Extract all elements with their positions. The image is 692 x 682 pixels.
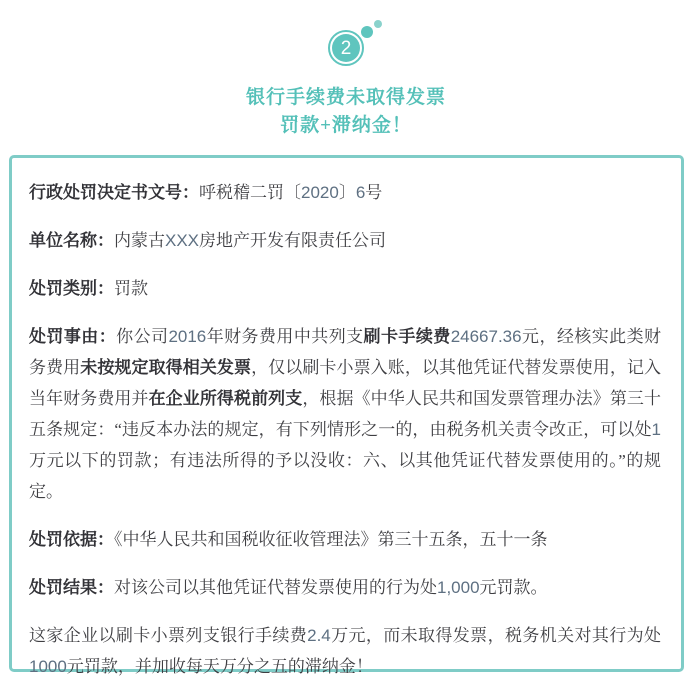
company-row: [29, 225, 661, 256]
section-number-badge: [328, 20, 380, 70]
doc-number-label: 行政处罚决定书文号：: [29, 183, 199, 202]
penalty-basis-label: 处罚依据：: [29, 530, 114, 549]
summary-row: [29, 620, 661, 682]
company-suffix: 房地产开发有限责任公司: [199, 231, 387, 250]
penalty-reason-text: 万元以下的罚款；有违法所得的予以没收：六、以其他凭证代替发票使用的。”的规定。: [29, 451, 661, 501]
penalty-result-fine: 1,000: [437, 578, 480, 597]
doc-number-row: [29, 177, 661, 208]
penalty-reason-text: ，仅以刷卡小票入账，以其他凭证代替发票使用，记入当年财务费用并: [29, 358, 662, 408]
doc-number-prefix: 呼税稽二罚〔: [199, 183, 301, 202]
summary-amount: 2.4: [307, 626, 331, 645]
penalty-notice-box: [9, 155, 684, 676]
summary-fine: 1000: [29, 657, 67, 676]
penalty-reason-bold-fee: 刷卡手续费: [363, 327, 451, 346]
penalty-type-label: 处罚类别：: [29, 279, 114, 298]
company-label: 单位名称：: [29, 231, 114, 250]
penalty-reason-max-fine: 1: [651, 420, 661, 439]
penalty-reason-amount: 24667.36: [450, 327, 522, 346]
doc-number-year: 2020: [301, 183, 339, 202]
decor-dot-small-icon: [374, 20, 382, 28]
penalty-reason-text: 元，经核实此类财务费用: [29, 327, 662, 377]
penalty-type-row: [29, 273, 661, 304]
page-title: [0, 84, 692, 140]
badge-number: 2: [332, 34, 360, 62]
penalty-reason-text: 你公司: [116, 327, 169, 346]
doc-number-suffix: 号: [365, 183, 383, 202]
company-prefix: 内蒙古: [114, 231, 165, 250]
summary-text: 元罚款，并加收每天万分之五的滞纳金！: [66, 657, 373, 676]
page-title-line2: 罚款+滞纳金！: [280, 115, 412, 136]
penalty-basis-row: [29, 524, 661, 555]
penalty-result-row: [29, 572, 661, 603]
penalty-reason-text: 年财务费用中共列支: [206, 327, 364, 346]
penalty-reason-year: 2016: [168, 327, 207, 346]
decor-dot-medium-icon: [361, 26, 373, 38]
summary-text: 这家企业以刷卡小票列支银行手续费: [29, 626, 308, 645]
doc-number-no: 6: [355, 183, 366, 202]
penalty-reason-text: ，根据《中华人民共和国发票管理办法》第三十五条规定：“违反本办法的规定，有下列情形之一的，由税务机关责令改正，可以处: [29, 389, 662, 439]
summary-text: 万元，而未取得发票，税务机关对其行为处: [330, 626, 662, 645]
penalty-basis-value: 《中华人民共和国税收征收管理法》第三十五条，五十一条: [114, 530, 548, 549]
penalty-result-label: 处罚结果：: [29, 578, 114, 597]
penalty-reason-bold-pretax: 在企业所得税前列支: [148, 389, 303, 408]
penalty-result-text: 对该公司以其他凭证代替发票使用的行为处: [114, 578, 437, 597]
penalty-type-value: 罚款: [114, 279, 148, 298]
penalty-reason-label: 处罚事由：: [29, 327, 117, 346]
badge-ring: [328, 30, 364, 66]
penalty-reason-bold-no-invoice: 未按规定取得相关发票: [80, 358, 252, 377]
page-title-line1: 银行手续费未取得发票: [245, 87, 446, 108]
penalty-reason-row: [29, 321, 661, 507]
penalty-result-text: 元罚款。: [479, 578, 548, 597]
doc-number-mid: 〕: [338, 183, 356, 202]
article-header: [0, 0, 692, 140]
company-masked: XXX: [165, 231, 200, 250]
